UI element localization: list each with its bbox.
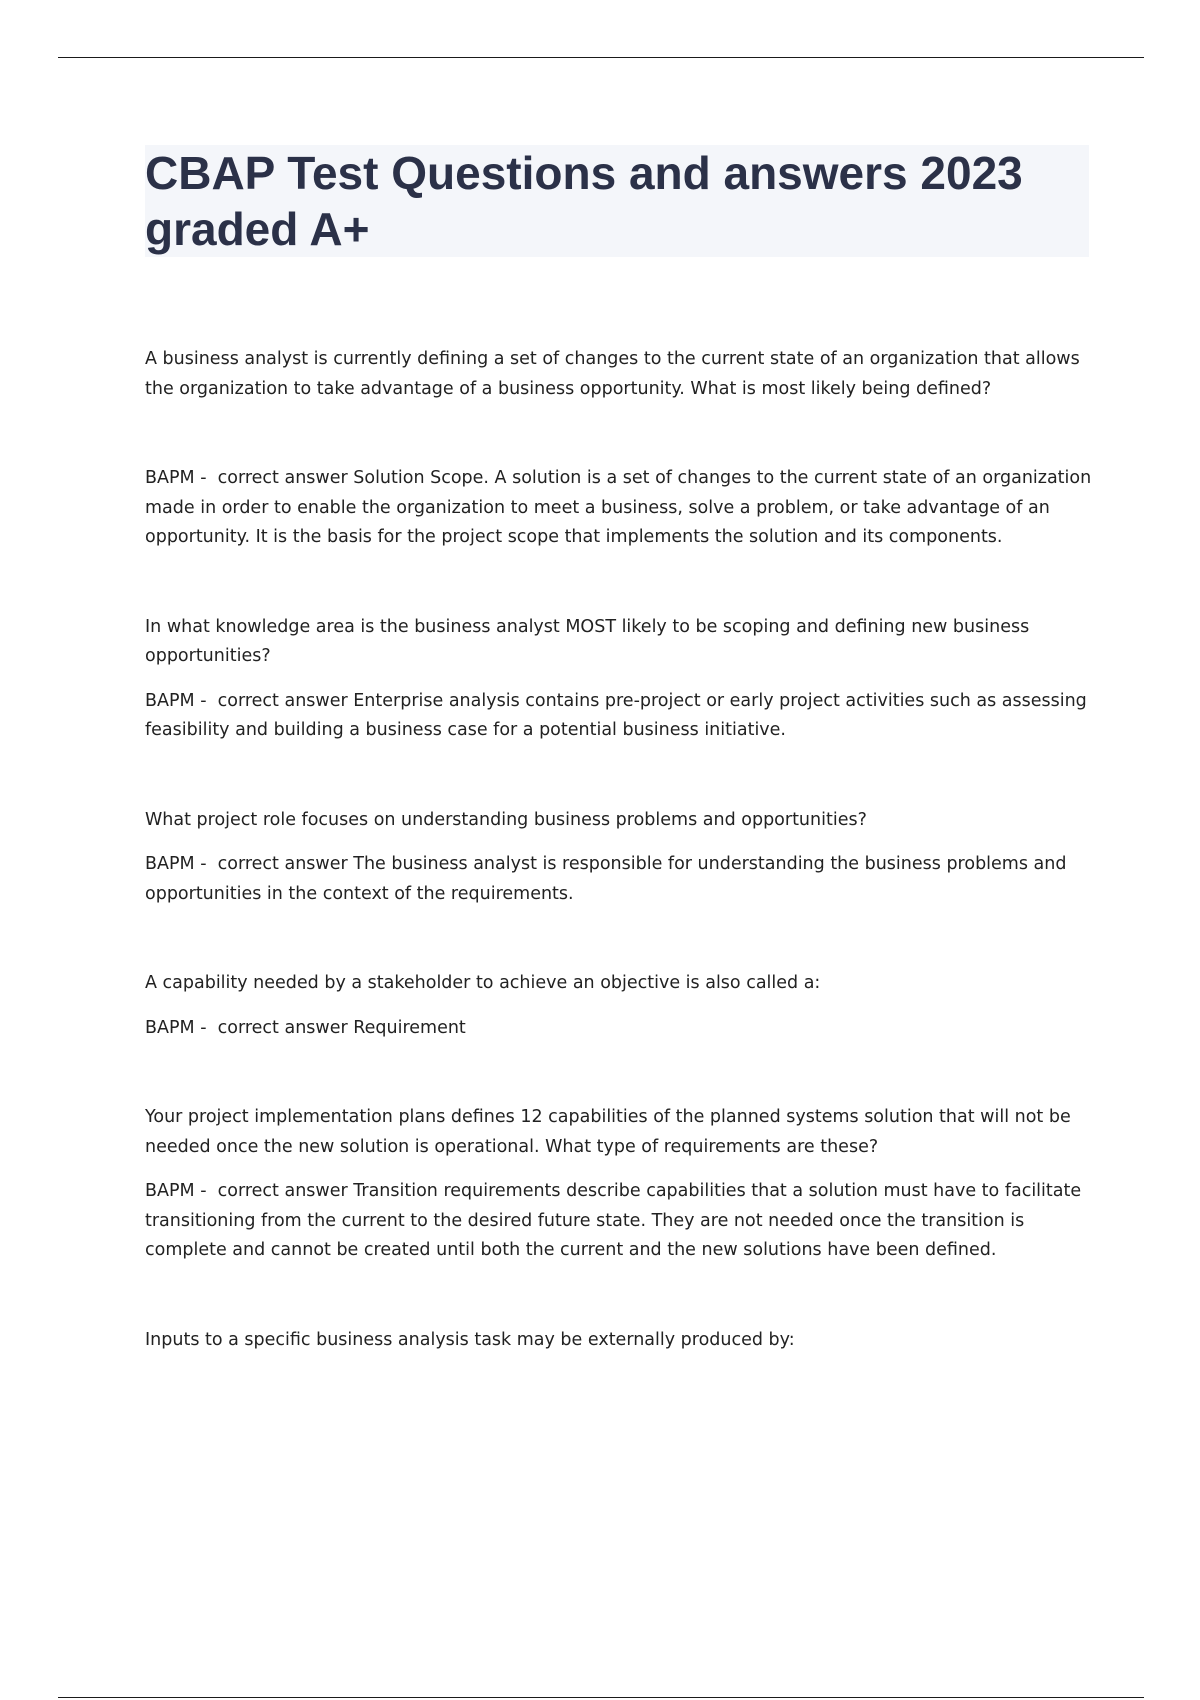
qa-item bbox=[145, 613, 1095, 746]
document-title bbox=[145, 145, 1089, 257]
qa-list bbox=[145, 345, 1095, 1415]
header-rule bbox=[58, 57, 1144, 58]
answer-body: Requirement bbox=[353, 1017, 466, 1038]
answer-lead: BAPM - correct answer bbox=[145, 1017, 354, 1038]
answer-body: The business analyst is responsible for understanding the business problems and opportunities in the context of the requirements. bbox=[145, 854, 1067, 904]
answer-text bbox=[145, 850, 1095, 909]
answer-lead: BAPM - correct answer bbox=[145, 690, 354, 711]
qa-item bbox=[145, 1103, 1095, 1266]
question-text: In what knowledge area is the business analyst MOST likely to be scoping and defining new business opportunities? bbox=[145, 616, 1030, 666]
question-text: Inputs to a specific business analysis task may be externally produced by: bbox=[145, 1329, 795, 1350]
document-title-line-2: graded A+ bbox=[145, 203, 370, 255]
document-title-line-1: CBAP Test Questions and answers 2023 bbox=[145, 147, 1023, 199]
answer-text bbox=[145, 1177, 1095, 1266]
answer-body: Enterprise analysis contains pre-project or early project activities such as assessing feasibility and building a business case for a potential business initiative. bbox=[145, 690, 1087, 740]
footer-rule bbox=[58, 1697, 1144, 1698]
question-text: A business analyst is currently defining a set of changes to the current state of an organization that allows the organization to take advantage of a business opportunity. What is most likely being defined? bbox=[145, 349, 1080, 399]
answer-lead: BAPM - correct answer bbox=[145, 1181, 354, 1201]
question-text: What project role focuses on understanding business problems and opportunities? bbox=[145, 809, 867, 830]
answer-lead: BAPM - correct answer bbox=[145, 468, 354, 488]
title-block bbox=[145, 145, 1089, 257]
qa-item bbox=[145, 1326, 1095, 1356]
question-text: Your project implementation plans defines 12 capabilities of the planned systems solution that will not be needed once the new solution is operational. What type of requirements are these? bbox=[145, 1107, 1071, 1157]
qa-item bbox=[145, 345, 1095, 553]
question-text: A capability needed by a stakeholder to achieve an objective is also called a: bbox=[145, 973, 821, 993]
answer-text bbox=[145, 687, 1095, 746]
qa-item bbox=[145, 969, 1095, 1043]
answer-body: Solution Scope. A solution is a set of changes to the current state of an organization made in order to enable the organization to meet a business, solve a problem, or take advantage of an opportunity. It is the basis for the project scope that implements the solution and its components. bbox=[145, 468, 1092, 547]
answer-text bbox=[145, 1014, 1095, 1044]
answer-body: Transition requirements describe capabilities that a solution must have to facilitate transitioning from the current to the desired future state. They are not needed once the transition is complete and cannot be created until both the current and the new solutions have been defined. bbox=[145, 1181, 1082, 1260]
answer-lead: BAPM - correct answer bbox=[145, 854, 354, 874]
qa-item bbox=[145, 806, 1095, 910]
answer-text bbox=[145, 464, 1095, 553]
